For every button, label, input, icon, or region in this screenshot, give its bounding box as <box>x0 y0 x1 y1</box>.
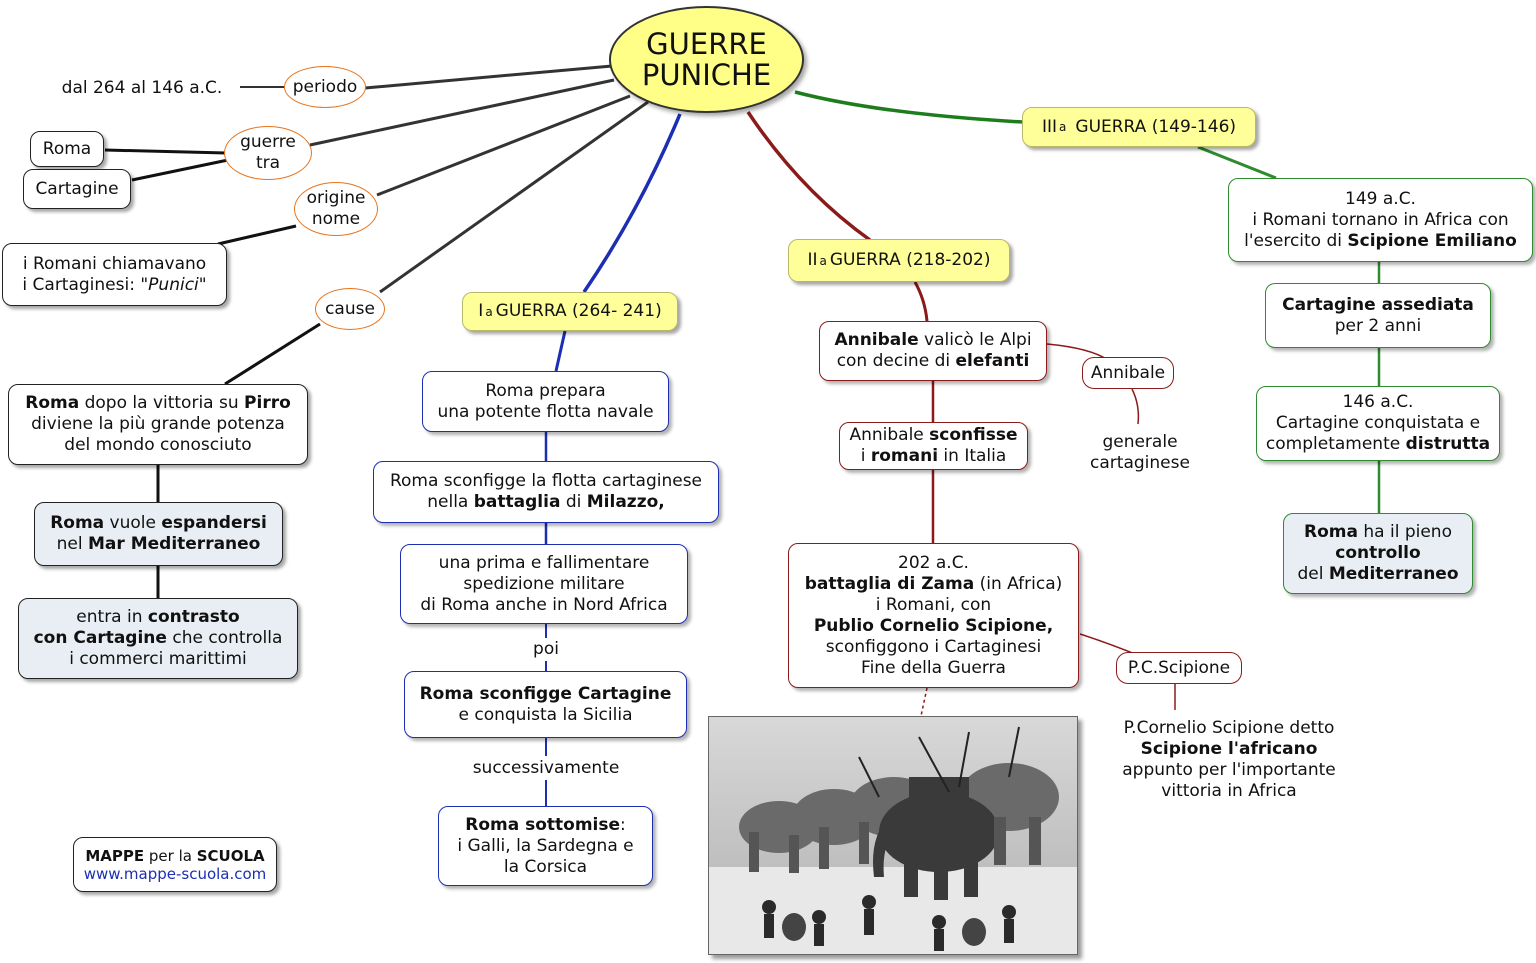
battle-elephants-image <box>708 716 1078 955</box>
war3-header: III a GUERRA (149-146) <box>1022 107 1256 147</box>
cause-node-2: Roma vuole espandersi nel Mar Mediterraneo <box>34 502 283 566</box>
brand-box: MAPPE per la SCUOLA www.mappe-scuola.com <box>73 837 277 892</box>
periodo-tag: periodo <box>284 66 366 108</box>
war3-node-3: 146 a.C. Cartagine conquistata e completamente distrutta <box>1256 386 1500 461</box>
war2-header: II a GUERRA (218-202) <box>788 239 1010 282</box>
link-cause-node1 <box>225 324 320 384</box>
war1-node-1: Roma prepara una potente flotta navale <box>422 371 669 432</box>
link-war3-n1 <box>1198 147 1276 178</box>
link-title-cause <box>380 102 648 292</box>
war3-node-1: 149 a.C. i Romani tornano in Africa con l'esercito di Scipione Emiliano <box>1228 178 1533 262</box>
link-guerre-cartagine <box>132 160 228 180</box>
cause-node-1: Roma dopo la vittoria su Pirro diviene la più grande potenza del mondo conosciuto <box>8 384 308 465</box>
link-war2-photo <box>921 688 927 716</box>
war1-node-2: Roma sconfigge la flotta cartaginese nella battaglia di Milazzo, <box>373 461 719 523</box>
link-title-origine <box>377 96 630 195</box>
war3-node-4: Roma ha il pieno controllo del Mediterraneo <box>1283 513 1473 594</box>
link-title-war3 <box>795 92 1022 122</box>
war1-succ-label: successivamente <box>472 757 620 778</box>
cause-node-3: entra in contrasto con Cartagine che controlla i commerci marittimi <box>18 598 298 679</box>
link-guerre-roma <box>105 150 226 153</box>
link-war2-n1 <box>915 282 927 321</box>
link-war1-n1 <box>556 331 565 371</box>
map-title <box>609 6 804 113</box>
war2-node-2: Annibale sconfisse i romani in Italia <box>839 422 1028 470</box>
link-origine-punici <box>218 226 296 244</box>
brand-url-link[interactable]: www.mappe-scuola.com <box>83 864 267 883</box>
punici-node: i Romani chiamavano i Cartaginesi: "Punici" <box>2 243 227 306</box>
war1-header: I a GUERRA (264- 241) <box>462 292 678 331</box>
cartagine-node: Cartagine <box>23 169 131 209</box>
link-annibale-def <box>1132 389 1138 424</box>
title-line2: PUNICHE <box>641 57 772 92</box>
war3-node-2: Cartagine assediata per 2 anni <box>1265 283 1491 348</box>
guerre-tra-tag: guerre tra <box>224 126 312 180</box>
scipione-tag: P.C.Scipione <box>1116 652 1242 684</box>
annibale-tag: Annibale <box>1082 357 1174 389</box>
elephants-illustration <box>709 717 1077 954</box>
war1-node-3: una prima e fallimentare spedizione militare di Roma anche in Nord Africa <box>400 544 688 624</box>
cause-tag: cause <box>315 288 385 330</box>
war1-node-5: Roma sottomise: i Galli, la Sardegna e la Corsica <box>438 806 653 886</box>
title-line1: GUERRE <box>646 26 767 61</box>
origine-nome-tag: origine nome <box>294 182 378 236</box>
war1-poi-label: poi <box>533 639 559 659</box>
link-title-periodo <box>365 66 612 88</box>
link-title-war2 <box>748 112 870 240</box>
annibale-definition: generale cartaginese <box>1090 432 1190 473</box>
scipione-definition: P.Cornelio Scipione detto Scipione l'africano appunto per l'importante vittoria in Africa <box>1122 718 1336 801</box>
war2-node-3: 202 a.C. battaglia di Zama (in Africa) i Romani, con Publio Cornelio Scipione, sconfiggono i Cartaginesi Fine della Guerra <box>788 543 1079 688</box>
roma-node: Roma <box>30 131 104 167</box>
war1-node-4: Roma sconfigge Cartagine e conquista la Sicilia <box>404 671 687 738</box>
link-title-war1 <box>584 114 680 292</box>
periodo-value: dal 264 al 146 a.C. <box>61 77 223 98</box>
war2-node-1: Annibale valicò le Alpi con decine di elefanti <box>819 321 1047 381</box>
